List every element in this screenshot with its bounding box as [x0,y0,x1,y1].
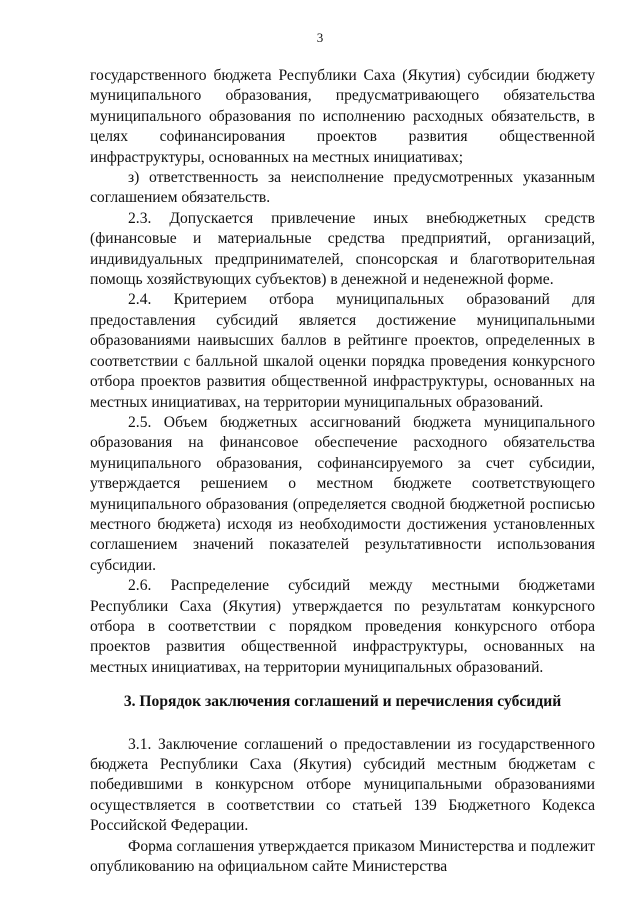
paragraph-2-4: 2.4. Критерием отбора муниципальных образований для предоставления субсидий является достижение муниципальными образованиями наивысших баллов в рейтинге проектов, определенных в соответствии с балльной шкалой оценки порядка проведения конкурсного отбора проектов развития общественной инфраструктуры, основанных на местных инициативах, на территории муниципальных образований. [90,291,595,411]
paragraph-agreement-form: Форма соглашения утверждается приказом Министерства и подлежит опубликованию на официальном сайте Министерства [90,837,595,876]
paragraph-item-z: з) ответственность за неисполнение предусмотренных указанным соглашением обязательств. [90,169,595,207]
document-body [90,66,595,877]
paragraph-continuation: государственного бюджета Республики Саха (Якутия) субсидии бюджету муниципального образования, предусматривающего обязательства муниципального образования по исполнению расходных обязательств, в целях софинансирования проектов развития общественной инфраструктуры, основанных на местных инициативах; [90,67,595,166]
page-number: 3 [316,30,324,45]
paragraph-2-5: 2.5. Объем бюджетных ассигнований бюджета муниципального образования на финансовое обеспечение расходного обязательства муниципального образования, софинансируемого за счет субсидии, утверждается решением о местном бюджете соответствующего муниципального образования (определяется сводной бюджетной росписью местного бюджета) исходя из необходимости достижения установленных соглашением значений показателей результативности использования субсидии. [90,413,595,574]
paragraph-2-3: 2.3. Допускается привлечение иных внебюджетных средств (финансовые и материальные средства предприятий, организаций, индивидуальных предпринимателей, спонсорская и благотворительная помощь хозяйствующих субъектов) в денежной и неденежной форме. [90,209,595,289]
paragraph-3-1: 3.1. Заключение соглашений о предоставлении из государственного бюджета Республики Саха (Якутия) субсидий местным бюджетам с победившими в конкурсном отборе муниципальными образованиями осуществляется в соответствии со статьей 139 Бюджетного Кодекса Российской Федерации. [90,735,595,835]
paragraph-2-6: 2.6. Распределение субсидий между местными бюджетами Республики Саха (Якутия) утверждается по результатам конкурсного отбора в соответствии с порядком проведения конкурсного отбора проектов развития общественной инфраструктуры, основанных на местных инициативах, на территории муниципальных образований. [90,577,595,676]
section-3-heading: 3. Порядок заключения соглашений и перечисления субсидий [123,693,562,711]
